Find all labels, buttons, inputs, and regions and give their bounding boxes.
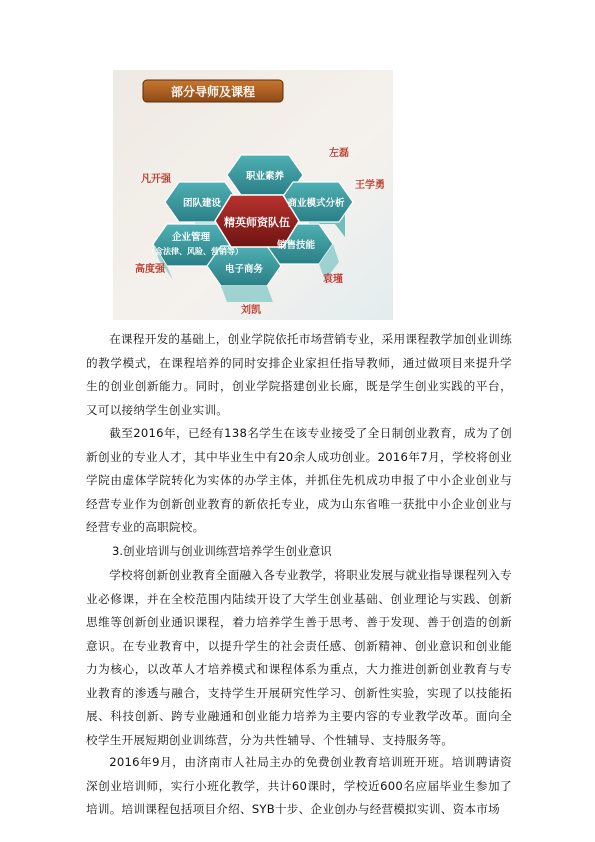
mentor-course-figure [113,70,393,320]
paragraph: 在课程开发的基础上，创业学院依托市场营销专业，采用课程教学加创业训练的教学模式，在课程培养的同时安排企业家担任指导教师，通过做项目来提升学生的创业创新能力。同时，创业学院搭建创业长廊，既是学生创业实践的平台，又可以接纳学生创业实训。 [86,332,512,417]
hex-label-sales: 销售技能 [276,240,316,251]
hex-label-management: 企业管理 [171,232,211,243]
name-fankaiqiang: 凡开强 [141,174,171,185]
hex-label-center: 精英师资队伍 [224,216,290,229]
banner [143,80,283,102]
hex-label-business: 商业模式分析 [287,198,345,209]
name-gaoduqiang: 高度强 [135,264,165,275]
hex-label-team: 团队建设 [182,198,222,209]
paragraph: 学校将创新创业教育全面融入各专业教学，将职业发展与就业指导课程列入专业必修课，并在全校范围内陆续开设了大学生创业基础、创业理论与实践、创新思维等创新创业通识课程，着力培养学生善于思考、善于发现、善于创造的创新意识。在专业教育中，以提升学生的社会责任感、创新精神、创业意识和创业能力为核心，以改革人才培养模式和课程体系为重点，大力推进创新创业教育与专业教育的渗透与融合，支持学生开展研究性学习、创新性实验，实现了以技能拓展、科技创新、跨专业融通和创业能力培养为主要内容的专业教学改革。面向全校学生开展短期创业训练营，分为共性辅导、个性辅导、支持服务等。 [86,568,512,747]
name-liukai: 刘凯 [241,305,261,316]
name-wangxueyong: 王学勇 [355,180,385,191]
paragraph: 2016年9月，由济南市人社局主办的免费创业教育培训班开班。培训聘请资深创业培训师，实行小班化教学，共计60课时，学校近600名应届毕业生参加了培训。培训课程包括项目介绍、SYB十步、企业创办与经营模拟实训、资本市场 [86,755,512,816]
banner-text: 部分导师及课程 [170,85,256,99]
name-yuanjin: 袁瑾 [323,274,343,285]
paragraph: 截至2016年，已经有138名学生在该专业接受了全日制创业教育，成为了创新创业的专业人才，其中毕业生中有20余人成功创业。2016年7月，学校将创业学院由虚体学院转化为实体的办学主体，并抓住先机成功申报了中小企业创业与经营专业作为创新创业教育的新依托专业，成为山东省唯一获批中小企业创业与经营专业的高职院校。 [86,426,512,534]
name-zuolei: 左磊 [329,148,349,159]
section-heading: 3.创业培训与创业训练营培养学生创业意识 [112,544,332,558]
hex-label-management-sub: （含法律、风险、营销等） [147,247,243,256]
hex-label-career: 职业素养 [245,171,285,182]
hex-label-ecommerce: 电子商务 [224,264,264,275]
